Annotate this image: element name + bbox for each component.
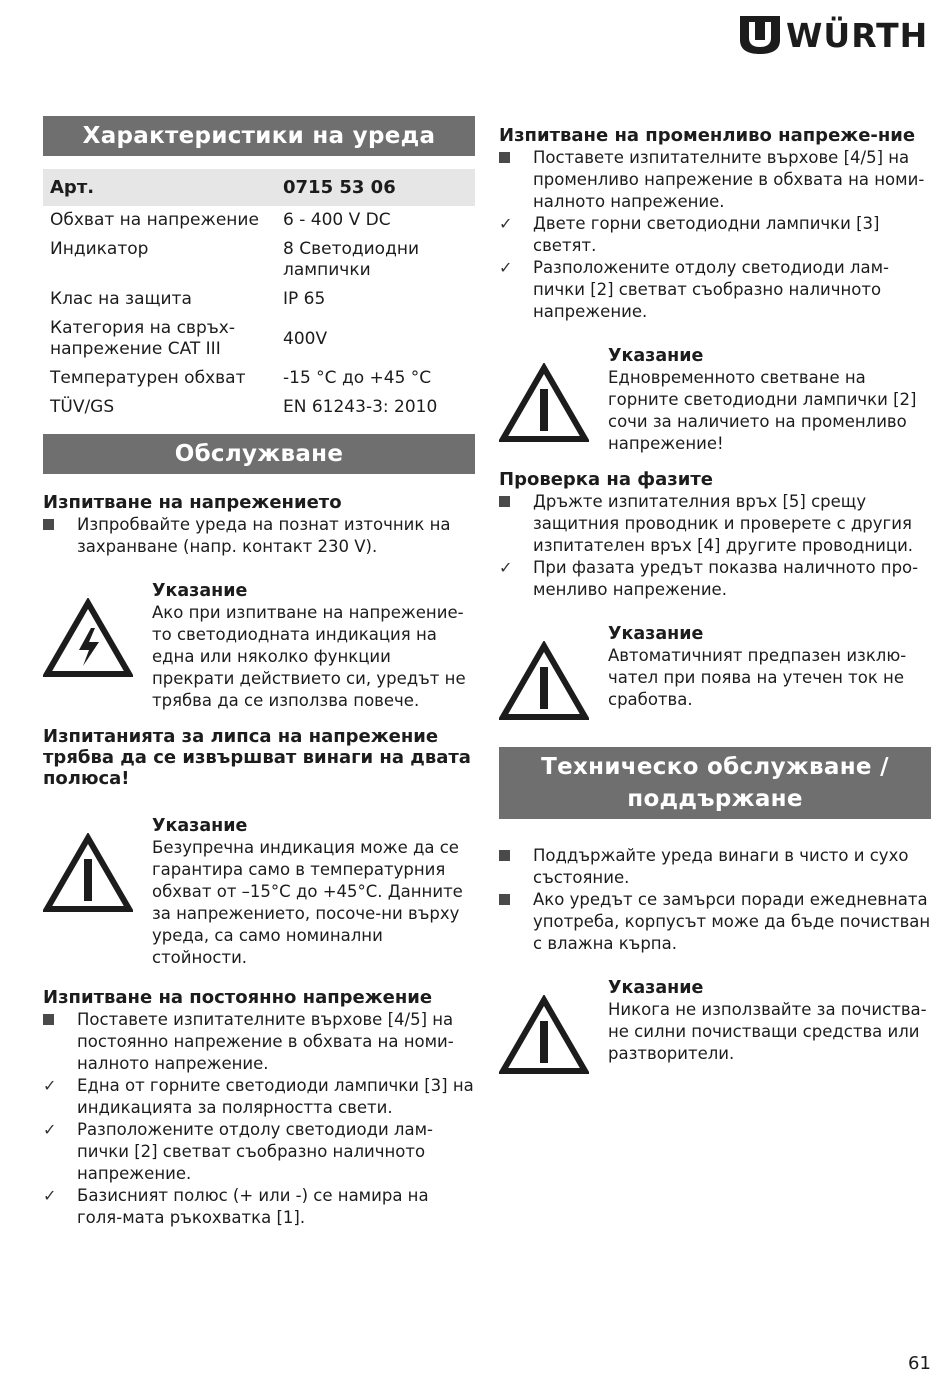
list-item-text: При фазата уредът показва наличното про-менливо напрежение.	[533, 558, 919, 599]
spec-value: EN 61243-3: 2010	[283, 397, 438, 417]
phase-check-list	[499, 491, 931, 601]
square-bullet-icon	[43, 1014, 54, 1025]
note-block	[43, 815, 475, 969]
check-mark-icon: ✓	[43, 1076, 57, 1095]
spec-header-row	[43, 169, 475, 206]
list-item-text: Двете горни светодиодни лампички [3] светят.	[533, 214, 880, 255]
operation-section-title: Обслужване	[43, 434, 475, 474]
note-block	[499, 977, 931, 1087]
page-number: 61	[908, 1353, 931, 1374]
spec-key: Клас на защита	[50, 289, 192, 309]
check-mark-icon: ✓	[499, 214, 513, 233]
note-text: Автоматичният предпазен изклю-чател при поява на утечен ток не сработва.	[608, 646, 907, 709]
left-column	[43, 116, 475, 1229]
note-text: Едновременното светване на горните светодиодни лампички [2] сочи за наличието на променливо напрежение!	[608, 368, 917, 453]
table-row	[43, 235, 475, 285]
check-mark-icon: ✓	[43, 1186, 57, 1205]
list-item-text: Изпробвайте уреда на познат източник на захранване (напр. контакт 230 V).	[77, 515, 451, 556]
table-row	[43, 285, 475, 314]
list-item	[499, 213, 931, 257]
spec-key: TÜV/GS	[50, 397, 115, 417]
spec-key: Категория на свръх-напрежение CAT III	[50, 318, 235, 359]
list-item	[499, 257, 931, 323]
table-row	[43, 206, 475, 235]
list-item	[499, 889, 931, 955]
voltage-test-heading: Изпитване на напрежението	[43, 492, 342, 513]
note-text: Ако при изпитване на напрежение-то светодиодната индикация на една или няколко функции прекрати действието си, уредът не трябва да се използва повече.	[152, 603, 466, 710]
square-bullet-icon	[499, 850, 510, 861]
dc-test-list	[43, 1009, 475, 1229]
spec-header-key: Арт.	[43, 169, 276, 206]
list-item-text: Ако уредът се замърси поради ежедневната употреба, корпусът може да бъде почистван с влажна кърпа.	[533, 890, 931, 953]
spec-value: 400V	[283, 328, 328, 349]
brand-name: WÜRTH	[786, 16, 929, 55]
list-item-text: Разположените отдолу светодиоди лам-пички [2] светват съобразно наличното напрежение.	[533, 258, 889, 321]
check-mark-icon: ✓	[499, 558, 513, 577]
list-item	[499, 557, 931, 601]
list-item	[499, 845, 931, 889]
list-item	[43, 1009, 475, 1075]
warning-icon	[499, 363, 589, 443]
spec-table	[43, 169, 475, 422]
list-item	[499, 147, 931, 213]
phase-check-heading: Проверка на фазите	[499, 469, 713, 490]
list-item	[43, 1119, 475, 1185]
note-block	[499, 623, 931, 733]
list-item	[499, 491, 931, 557]
ac-test-list	[499, 147, 931, 323]
note-block	[499, 345, 931, 455]
list-item	[43, 1185, 475, 1229]
square-bullet-icon	[499, 152, 510, 163]
check-mark-icon: ✓	[499, 258, 513, 277]
list-item-text: Разположените отдолу светодиоди лам-пички [2] светват съобразно наличното напрежение.	[77, 1120, 433, 1183]
maintenance-list	[499, 845, 931, 955]
check-mark-icon: ✓	[43, 1120, 57, 1139]
voltage-test-list	[43, 514, 475, 558]
high-voltage-warning-icon	[43, 598, 133, 678]
list-item-text: Базисният полюс (+ или -) се намира на голя-мата ръкохватка [1].	[77, 1186, 429, 1227]
maintenance-section-title: Техническо обслужване / поддържане	[499, 747, 931, 819]
note-title: Указание	[152, 581, 248, 601]
spec-value: 8 Светодиодни лампички	[283, 239, 419, 280]
warning-icon	[43, 833, 133, 913]
note-text: Безупречна индикация може да се гарантира само в температурния обхват от –15°C до +45°C. Данните за напрежението, посоче-ни върху уреда, са само номинални стойности.	[152, 838, 463, 967]
note-block	[43, 580, 475, 712]
spec-key: Температурен обхват	[50, 368, 246, 388]
absence-warning: Изпитанията за липса на напрежение трябва да се извършват винаги на двата полюса!	[43, 726, 471, 789]
list-item-text: Една от горните светодиоди лампички [3] на индикацията за полярността свети.	[77, 1076, 474, 1117]
spec-key: Индикатор	[50, 239, 149, 259]
warning-icon	[499, 995, 589, 1075]
note-title: Указание	[152, 816, 248, 836]
list-item-text: Поддържайте уреда винаги в чисто и сухо състояние.	[533, 846, 909, 887]
list-item-text: Поставете изпитателните върхове [4/5] на променливо напрежение в обхвата на номи-налното напрежение.	[533, 148, 925, 211]
spec-value: IP 65	[283, 289, 326, 309]
spec-value: -15 °C до +45 °C	[283, 368, 432, 388]
square-bullet-icon	[43, 519, 54, 530]
table-row	[43, 314, 475, 364]
square-bullet-icon	[499, 894, 510, 905]
note-text: Никога не използвайте за почиства-не силни почистващи средства или разтворители.	[608, 1000, 927, 1063]
warning-icon	[499, 641, 589, 721]
dc-test-heading: Изпитване на постоянно напрежение	[43, 987, 433, 1008]
spec-key: Обхват на напрежение	[50, 210, 259, 230]
table-row	[43, 393, 475, 422]
ac-test-heading: Изпитване на променливо напреже-ние	[499, 125, 916, 146]
list-item	[43, 514, 475, 558]
wurth-logo-icon	[740, 14, 780, 56]
note-title: Указание	[608, 346, 704, 366]
list-item	[43, 1075, 475, 1119]
table-row	[43, 364, 475, 393]
spec-value: 6 - 400 V DC	[283, 210, 391, 230]
right-column	[499, 116, 931, 1087]
square-bullet-icon	[499, 496, 510, 507]
wurth-logo	[740, 14, 932, 58]
spec-header-value: 0715 53 06	[276, 169, 475, 206]
note-title: Указание	[608, 978, 704, 998]
note-title: Указание	[608, 624, 704, 644]
list-item-text: Дръжте изпитателния връх [5] срещу защитния проводник и проверете с другия изпитателен връх [4] другите проводници.	[533, 492, 914, 555]
list-item-text: Поставете изпитателните върхове [4/5] на постоянно напрежение в обхвата на номи-налното напрежение.	[77, 1010, 454, 1073]
spec-section-title: Характеристики на уреда	[43, 116, 475, 156]
